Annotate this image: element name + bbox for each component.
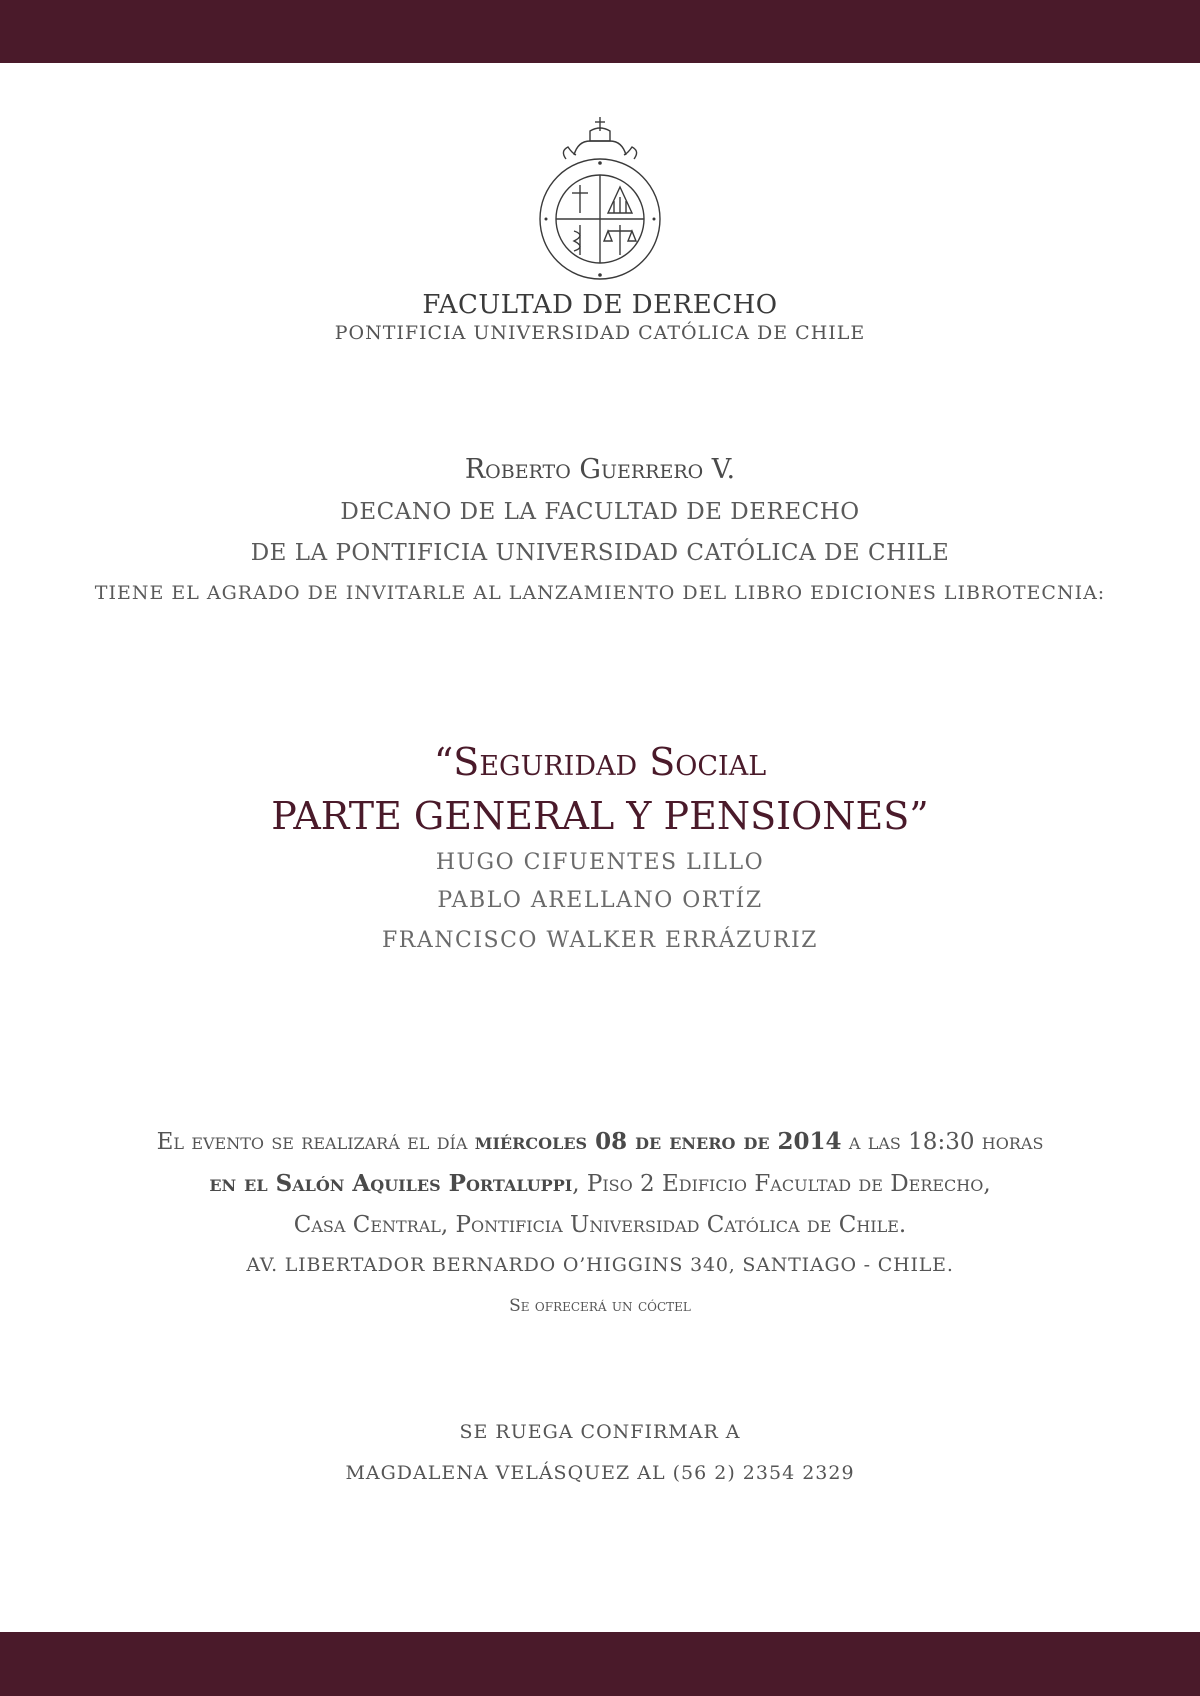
university-name: PONTIFICIA UNIVERSIDAD CATÓLICA DE CHILE xyxy=(334,322,866,344)
rsvp-contact: MAGDALENA VELÁSQUEZ AL (56 2) 2354 2329 xyxy=(345,1462,855,1484)
event-address: AV. LIBERTADOR BERNARDO O’HIGGINS 340, SANTIAGO - CHILE. xyxy=(246,1254,954,1276)
book-title-line-1: “Seguridad Social xyxy=(433,740,767,784)
bottom-band xyxy=(0,1632,1200,1696)
host-name: Roberto Guerrero V. xyxy=(464,454,736,485)
author-name: PABLO ARELLANO ORTÍZ xyxy=(437,888,763,913)
event-date-line xyxy=(0,1130,1200,1154)
event-date: miércoles 08 de enero de 2014 xyxy=(474,1128,842,1155)
faculty-name: FACULTAD DE DERECHO xyxy=(422,290,778,320)
author-name: HUGO CIFUENTES LILLO xyxy=(435,850,765,875)
event-venue-detail: , Piso 2 Edificio Facultad de Derecho, xyxy=(572,1171,991,1197)
author-name: FRANCISCO WALKER ERRÁZURIZ xyxy=(382,928,818,953)
top-band xyxy=(0,0,1200,63)
rsvp-heading: SE RUEGA CONFIRMAR A xyxy=(459,1421,741,1443)
host-role-line-2: DE LA PONTIFICIA UNIVERSIDAD CATÓLICA DE CHILE xyxy=(250,540,950,566)
event-date-prefix: El evento se realizará el día xyxy=(156,1129,475,1155)
university-seal-icon xyxy=(538,115,662,281)
event-time: a las 18:30 horas xyxy=(841,1129,1044,1155)
host-role-line-1: DECANO DE LA FACULTAD DE DERECHO xyxy=(340,499,860,525)
event-venue-line xyxy=(0,1172,1200,1196)
invitation-text: TIENE EL AGRADO DE INVITARLE AL LANZAMIENTO DEL LIBRO EDICIONES LIBROTECNIA: xyxy=(94,582,1106,604)
book-title-line-2: PARTE GENERAL Y PENSIONES” xyxy=(271,794,929,838)
event-cocktail-note: Se ofrecerá un cóctel xyxy=(509,1296,691,1316)
event-campus-line: Casa Central, Pontificia Universidad Católica de Chile. xyxy=(293,1212,907,1238)
event-venue: en el Salón Aquiles Portaluppi xyxy=(209,1170,573,1197)
